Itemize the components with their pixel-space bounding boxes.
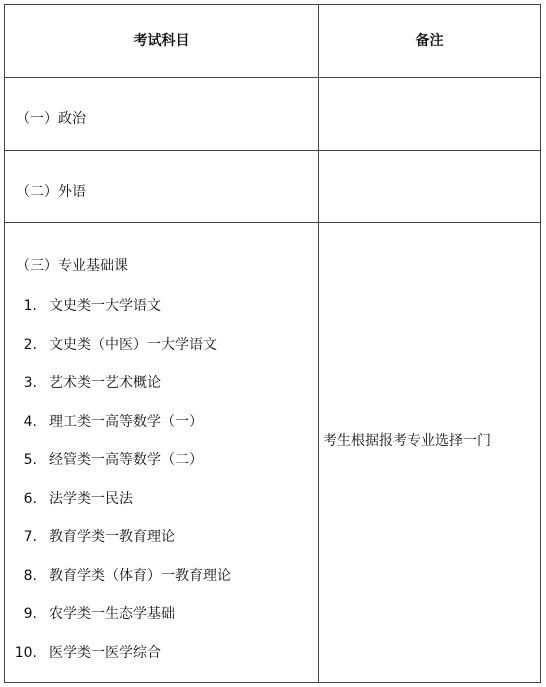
course-number: 5. (23, 452, 37, 468)
row-foreign-language: （二）外语 (16, 184, 86, 200)
row-divider (5, 77, 540, 78)
course-number: 4. (23, 413, 37, 430)
header-subject: 考试科目 (133, 33, 190, 49)
column-divider (318, 5, 319, 682)
course-number: 3. (23, 375, 37, 391)
exam-subjects-table (4, 4, 541, 683)
course-number: 10. (14, 644, 37, 661)
course-number: 8. (23, 567, 37, 584)
course-name: 文史类一大学语文 (49, 298, 161, 314)
course-name: 医学类一医学综合 (49, 644, 161, 661)
course-name: 文史类（中医）一大学语文 (49, 336, 217, 353)
course-name: 经管类一高等数学（二） (49, 452, 203, 468)
course-name: 法学类一民法 (49, 490, 133, 507)
course-number: 7. (23, 529, 37, 545)
row-divider (5, 150, 540, 151)
course-number: 6. (23, 490, 37, 507)
specialty-remark: 考生根据报考专业选择一门 (323, 433, 491, 449)
course-name: 教育学类一教育理论 (49, 529, 175, 545)
course-name: 理工类一高等数学（一） (49, 413, 203, 430)
row-politics: （一）政治 (16, 111, 86, 127)
course-name: 农学类一生态学基础 (49, 606, 175, 622)
course-number: 2. (23, 336, 37, 353)
row-specialty-basics: （三）专业基础课 (16, 258, 128, 274)
course-name: 教育学类（体育）一教育理论 (49, 567, 231, 584)
row-divider (5, 222, 540, 223)
header-remark: 备注 (415, 33, 444, 49)
course-name: 艺术类一艺术概论 (49, 375, 161, 391)
course-number: 1. (23, 298, 37, 314)
course-number: 9. (23, 606, 37, 622)
